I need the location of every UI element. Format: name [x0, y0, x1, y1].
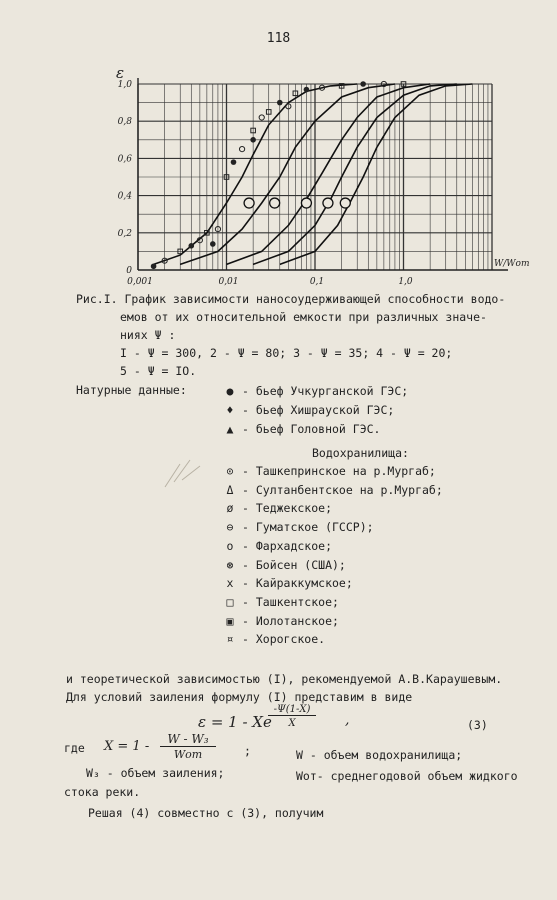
reservoir-text: - Хорогское.	[242, 632, 326, 647]
reservoir-row	[218, 539, 332, 554]
y-tick-label: 0,6	[117, 154, 132, 165]
y-tick-label: 0	[126, 266, 132, 276]
chart	[0, 0, 557, 290]
wot-definition: Wот- среднегодовой объем жидкого	[296, 769, 518, 783]
reservoir-symbol: ▣	[226, 613, 234, 628]
last-line: Решая (4) совместно с (3), получим	[88, 806, 324, 820]
reservoir-symbol: ø	[226, 501, 234, 516]
reservoir-symbol: ¤	[226, 632, 234, 647]
natural-data-text: - бьеф Хишрауской ГЭС;	[242, 403, 395, 417]
formula-lhs: ε = 1 - Xe	[198, 713, 272, 731]
observation-point	[304, 87, 310, 93]
x-denominator: Wот	[173, 748, 203, 761]
reservoir-row	[218, 464, 436, 479]
x-tick-label: 0,01	[218, 277, 239, 287]
x-tick-label: 0,1	[309, 277, 325, 287]
x-tick-label: 1,0	[398, 277, 413, 287]
reservoir-row	[218, 595, 339, 610]
reservoir-text: - Гуматское (ГССР);	[242, 520, 374, 535]
observation-point	[151, 263, 157, 269]
reservoir-symbol: ⊙	[226, 464, 234, 478]
y-tick-label: 0,2	[117, 228, 132, 239]
caption-line-2: емов от их относительной емкости при различных значе-	[120, 310, 487, 324]
observation-point	[210, 241, 216, 247]
reservoirs-label: Водохранилища:	[312, 446, 409, 460]
x-numerator: W - W₃	[160, 732, 216, 747]
reservoir-row	[218, 501, 332, 516]
caption-line-5: 5 - Ψ = IO.	[120, 364, 197, 378]
reservoir-symbol: ⊖	[226, 520, 234, 535]
y-tick-label: 1,0	[117, 80, 132, 90]
observation-point	[239, 147, 244, 152]
natural-data-row	[218, 422, 380, 437]
equation-number: (3)	[467, 718, 488, 732]
x-axis-label: W/Wот	[494, 259, 530, 269]
caption-line-3: ниях Ψ :	[120, 328, 176, 342]
where-label: где	[64, 741, 85, 755]
curve-marker	[270, 198, 280, 208]
wot-definition-cont: стока реки.	[64, 785, 141, 799]
observation-point	[277, 100, 283, 106]
reservoir-symbol: x	[226, 576, 234, 591]
curve-marker	[244, 198, 254, 208]
page-number: 118	[266, 31, 291, 46]
reservoir-row	[218, 632, 325, 647]
reservoir-row	[218, 483, 443, 498]
natural-data-row	[218, 403, 394, 418]
reservoir-row	[218, 576, 353, 591]
reservoir-text: - Султанбентское на р.Мургаб;	[242, 482, 443, 497]
pencil-mark	[160, 452, 210, 492]
observation-point	[250, 137, 256, 143]
reservoir-symbol: ⊛	[226, 557, 234, 572]
body-line-1: и теоретической зависимостью (I), рекомендуемой А.В.Карaушевым.	[66, 672, 503, 686]
reservoir-text: - Иолотанское;	[242, 613, 339, 628]
w3-definition: W₃ - объем заиления;	[86, 766, 225, 780]
x-definition: X = 1 -	[104, 739, 150, 754]
curve-marker	[323, 198, 333, 208]
reservoir-row	[218, 614, 339, 629]
caption-line-1: Рис.I. График зависимости наносоудерживающей способности водо-	[76, 292, 506, 306]
observation-point	[259, 115, 264, 120]
w-definition: W - объем водохранилища;	[296, 748, 463, 762]
reservoir-symbol: □	[226, 594, 234, 609]
formula-exponent: -Ψ(1-X)	[268, 704, 316, 716]
x-tick-label: 0,001	[127, 277, 153, 287]
caption-line-4: I - Ψ = 300, 2 - Ψ = 80; 3 - Ψ = 35; 4 - Ψ = 20;	[120, 346, 453, 360]
reservoir-row	[218, 520, 374, 535]
reservoir-text: - Бойсен (США);	[242, 557, 346, 572]
natural-data-symbol: ▲	[226, 422, 234, 436]
natural-data-row	[218, 384, 408, 399]
reservoir-symbol: o	[226, 538, 234, 553]
y-tick-label: 0,8	[117, 117, 132, 128]
series-curve-5	[280, 84, 473, 264]
reservoir-row	[218, 558, 346, 573]
curve-marker	[340, 198, 350, 208]
body-line-2: Для условий заиления формулу (I) представим в виде	[66, 690, 413, 704]
reservoir-text: - Ташкепринское на р.Мургаб;	[242, 464, 436, 478]
reservoir-text: - Теджекское;	[242, 501, 333, 516]
y-axis-label: ε	[116, 64, 125, 82]
natural-data-text: - бьеф Учкурганской ГЭС;	[242, 384, 409, 398]
curve-marker	[301, 198, 311, 208]
natural-data-symbol: ●	[226, 384, 234, 398]
reservoir-text: - Фархадское;	[242, 538, 333, 553]
reservoir-text: - Кайраккумское;	[242, 576, 353, 591]
x-semicolon: ;	[244, 744, 251, 758]
reservoir-symbol: Δ	[226, 482, 234, 497]
formula-comma: ,	[345, 712, 350, 728]
observation-point	[231, 159, 237, 165]
observation-point	[360, 81, 366, 87]
observation-point	[188, 243, 194, 249]
natural-data-symbol: ♦	[226, 403, 234, 417]
series-curve-4	[253, 84, 457, 264]
formula-exponent-den: X	[288, 718, 296, 729]
y-tick-label: 0,4	[117, 191, 132, 202]
reservoir-text: - Ташкентское;	[242, 594, 339, 609]
natural-data-label: Натурные данные:	[76, 383, 187, 397]
natural-data-text: - бьеф Головной ГЭС.	[242, 422, 381, 436]
